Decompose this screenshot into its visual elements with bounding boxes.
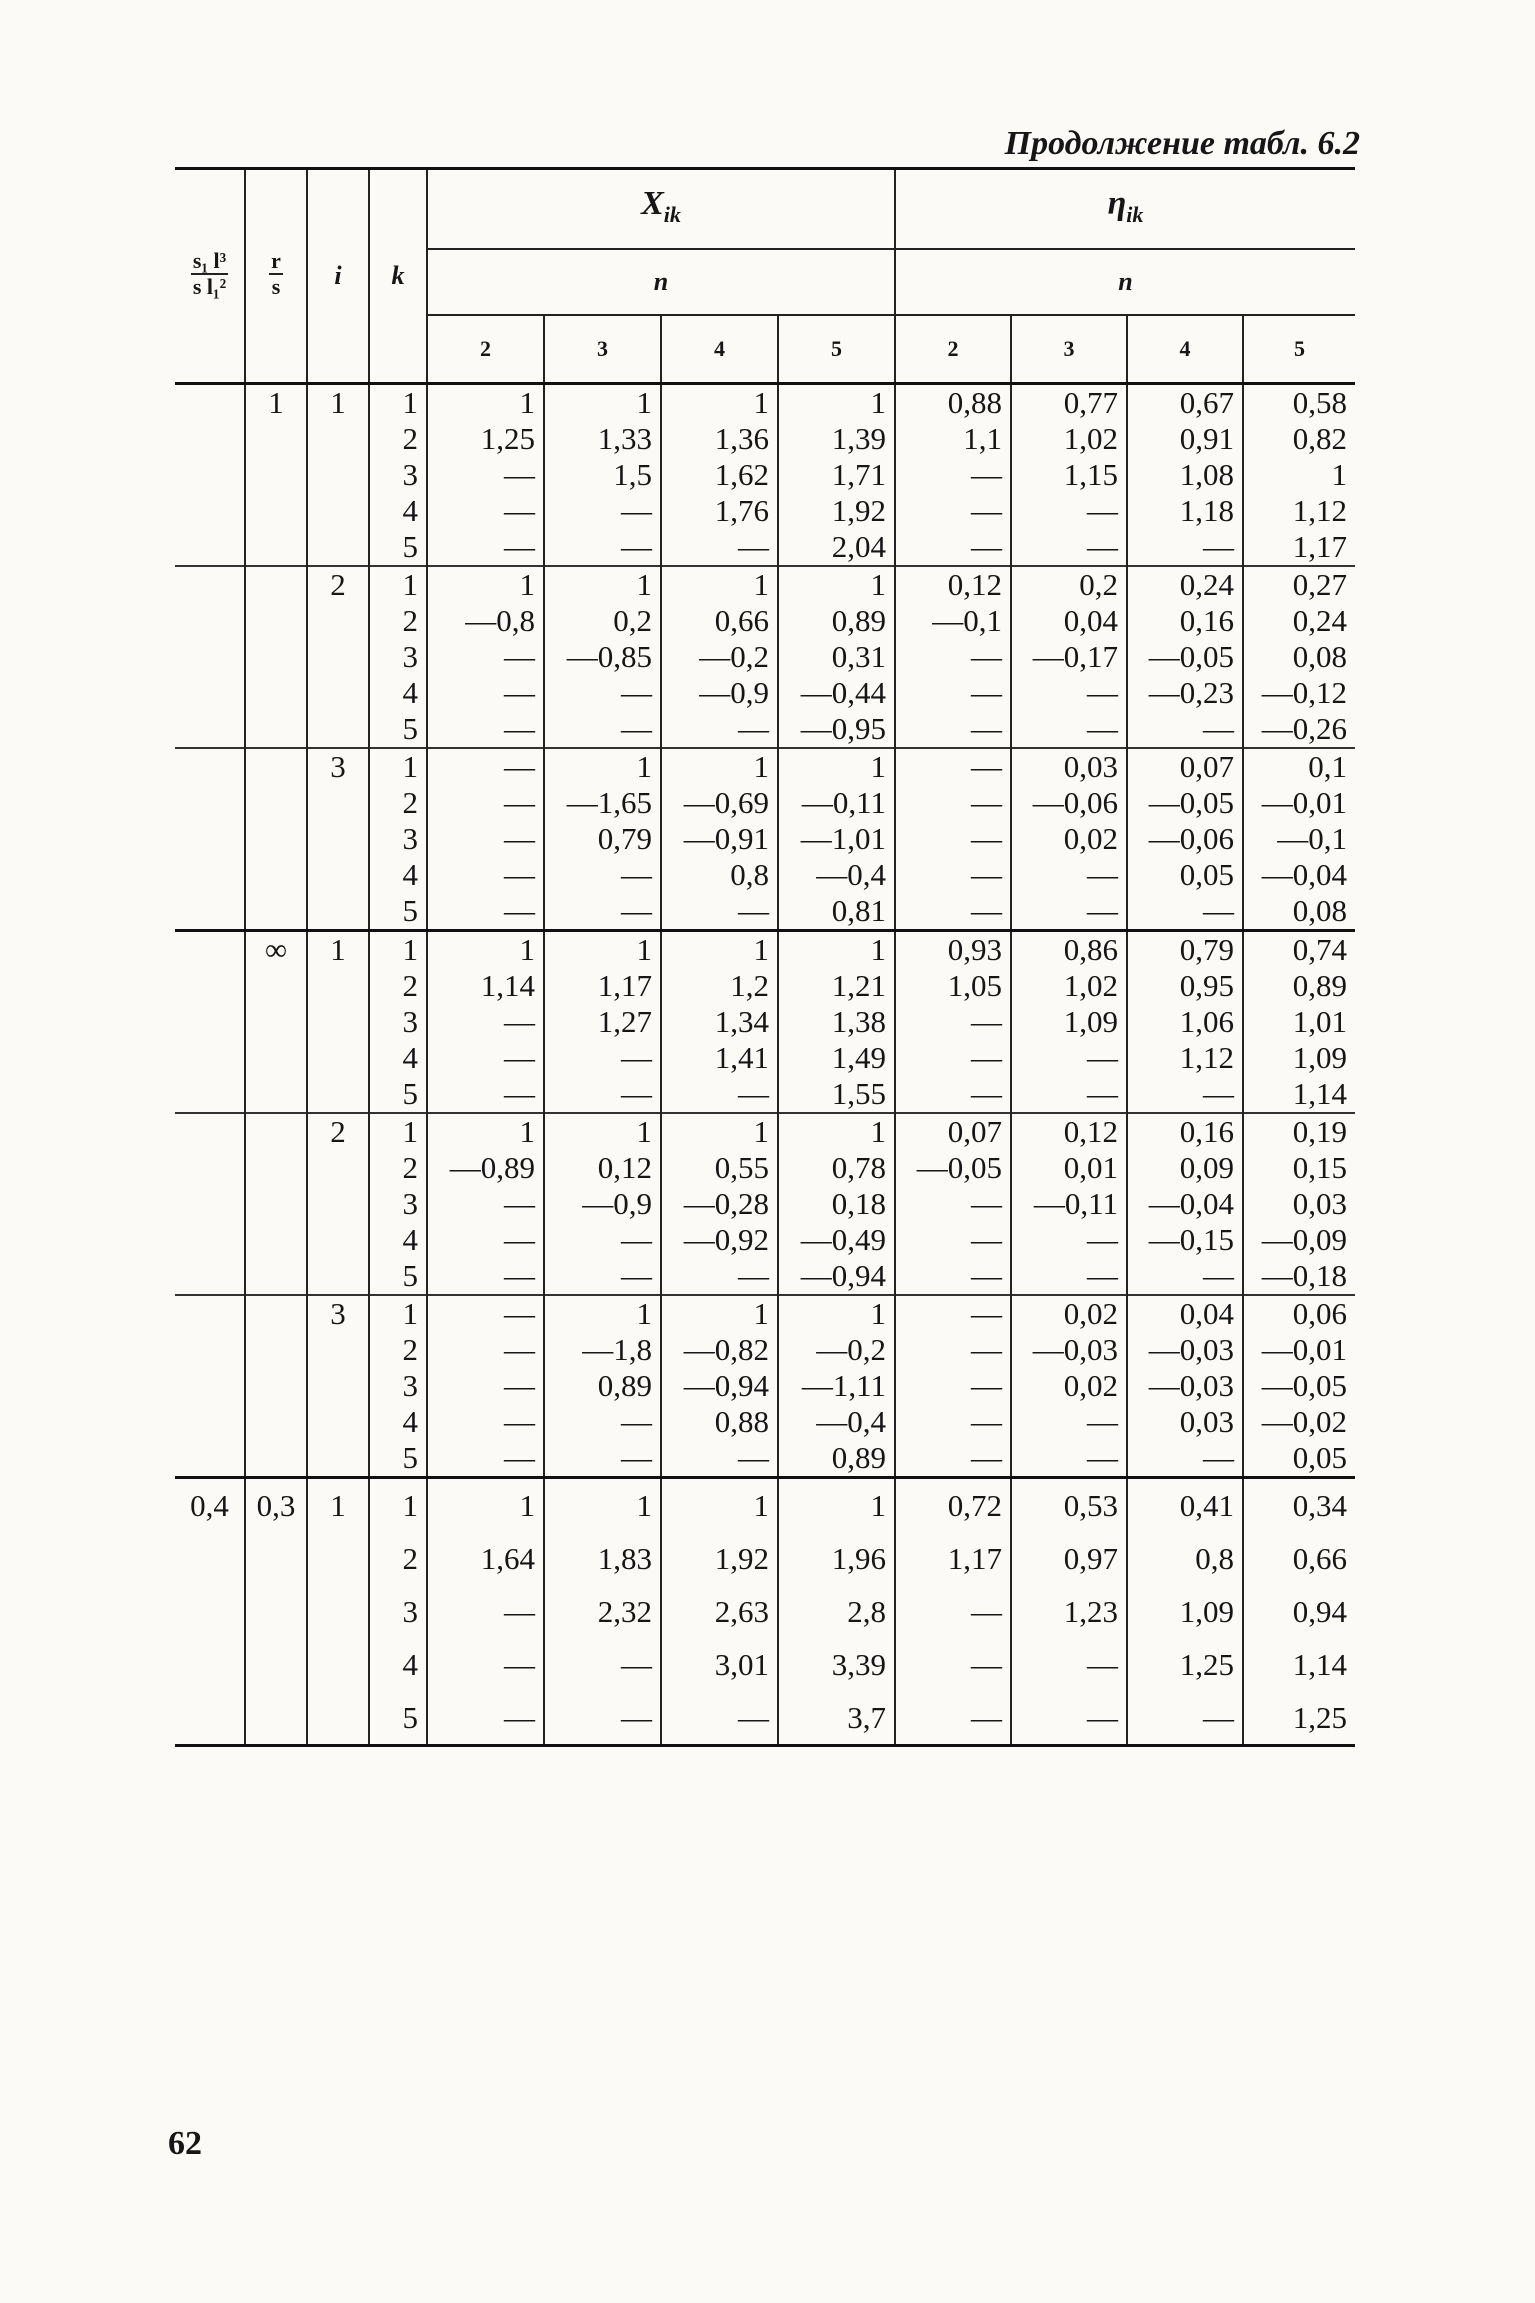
i-cell: 3	[307, 748, 369, 931]
k-cell: 1 2 3 4 5	[369, 384, 427, 567]
table-row	[175, 384, 1355, 567]
eta-value-cell: 0,06 —0,01 —0,05 —0,02 0,05	[1243, 1295, 1355, 1478]
stiffness-ratio-cell	[175, 384, 245, 567]
x-value-cell: 1 —0,11 —1,01 —0,4 0,81	[778, 748, 895, 931]
eta-value-cell: 0,67 0,91 1,08 1,18 —	[1127, 384, 1243, 567]
table-header	[175, 169, 1355, 384]
x-value-cell: 1 0,66 —0,2 —0,9 —	[661, 566, 778, 748]
x-value-cell: 1 1,64 — — —	[427, 1478, 544, 1746]
eta-value-cell: 0,12 —0,1 — — —	[895, 566, 1011, 748]
stiffness-ratio-cell	[175, 931, 245, 1114]
table-group	[175, 1478, 1355, 1746]
x-value-cell: — — — — —	[427, 1295, 544, 1478]
eta-value-cell: — — — — —	[895, 1295, 1011, 1478]
x-value-cell: 1 1,25 — — —	[427, 384, 544, 567]
i-cell: 1	[307, 931, 369, 1114]
header-n-value: 2	[895, 315, 1011, 384]
eta-value-cell: 0,2 0,04 —0,17 — —	[1011, 566, 1127, 748]
eta-value-cell: 0,27 0,24 0,08 —0,12 —0,26	[1243, 566, 1355, 748]
eta-value-cell: 0,04 —0,03 —0,03 0,03 —	[1127, 1295, 1243, 1478]
x-value-cell: 1 1,83 2,32 — —	[544, 1478, 661, 1746]
eta-value-cell: 0,74 0,89 1,01 1,09 1,14	[1243, 931, 1355, 1114]
eta-value-cell: 0,03 —0,06 0,02 — —	[1011, 748, 1127, 931]
x-value-cell: 1 0,12 —0,9 — —	[544, 1113, 661, 1295]
header-n-value: 5	[778, 315, 895, 384]
eta-value-cell: 0,07 —0,05 — — —	[895, 1113, 1011, 1295]
table-group	[175, 384, 1355, 567]
eta-value-cell: 0,12 0,01 —0,11 — —	[1011, 1113, 1127, 1295]
x-value-cell: 1 1,36 1,62 1,76 —	[661, 384, 778, 567]
eta-value-cell: 0,07 —0,05 —0,06 0,05 —	[1127, 748, 1243, 931]
table-caption: Продолжение табл. 6.2	[1004, 125, 1360, 162]
x-value-cell: 1 —0,2 —1,11 —0,4 0,89	[778, 1295, 895, 1478]
i-cell: 3	[307, 1295, 369, 1478]
x-value-cell: 1 0,2 —0,85 — —	[544, 566, 661, 748]
header-stiffness-ratio: $\frac{\text{s₁ l³}}{\text{s l₁²}}$	[175, 169, 245, 384]
table-group	[175, 1113, 1355, 1295]
header-i: i	[307, 169, 369, 384]
data-table	[175, 167, 1355, 1747]
stiffness-ratio-cell	[175, 1113, 245, 1295]
stiffness-ratio-cell	[175, 748, 245, 931]
eta-value-cell: 0,72 1,17 — — —	[895, 1478, 1011, 1746]
radius-ratio-cell	[245, 748, 307, 931]
radius-ratio-cell: 1	[245, 384, 307, 567]
k-cell: 1 2 3 4 5	[369, 1478, 427, 1746]
table-row	[175, 1113, 1355, 1295]
eta-value-cell: 0,34 0,66 0,94 1,14 1,25	[1243, 1478, 1355, 1746]
i-cell: 2	[307, 1113, 369, 1295]
table-group	[175, 566, 1355, 748]
radius-ratio-cell: ∞	[245, 931, 307, 1114]
stiffness-ratio-cell: 0,4	[190, 1488, 229, 1523]
x-value-cell: 1 0,78 0,18 —0,49 —0,94	[778, 1113, 895, 1295]
table-row	[175, 1295, 1355, 1478]
k-cell: 1 2 3 4 5	[369, 566, 427, 748]
k-cell: 1 2 3 4 5	[369, 1295, 427, 1478]
x-value-cell: 1 1,92 2,63 3,01 —	[661, 1478, 778, 1746]
header-k: k	[369, 169, 427, 384]
eta-value-cell: 0,79 0,95 1,06 1,12 —	[1127, 931, 1243, 1114]
radius-ratio-cell	[245, 1295, 307, 1478]
x-value-cell: — — — — —	[427, 748, 544, 931]
page-number: 62	[168, 2125, 202, 2162]
stiffness-ratio-cell	[175, 1295, 245, 1478]
eta-value-cell: 0,41 0,8 1,09 1,25 —	[1127, 1478, 1243, 1746]
eta-value-cell: 0,16 0,09 —0,04 —0,15 —	[1127, 1113, 1243, 1295]
k-cell: 1 2 3 4 5	[369, 748, 427, 931]
header-n-value: 4	[1127, 315, 1243, 384]
header-n-value: 4	[661, 315, 778, 384]
x-value-cell: 1 1,39 1,71 1,92 2,04	[778, 384, 895, 567]
x-value-cell: 1 —0,82 —0,94 0,88 —	[661, 1295, 778, 1478]
header-n-value: 2	[427, 315, 544, 384]
header-radius-ratio: $\frac{r}{s}$	[245, 169, 307, 384]
x-value-cell: 1 1,33 1,5 — —	[544, 384, 661, 567]
k-cell: 1 2 3 4 5	[369, 1113, 427, 1295]
table-group	[175, 931, 1355, 1114]
table-row	[175, 1478, 1355, 1746]
eta-value-cell: 0,53 0,97 1,23 — —	[1011, 1478, 1127, 1746]
eta-value-cell: 0,93 1,05 — — —	[895, 931, 1011, 1114]
eta-value-cell: — — — — —	[895, 748, 1011, 931]
table-row	[175, 566, 1355, 748]
table-row	[175, 748, 1355, 931]
x-value-cell: 1 1,2 1,34 1,41 —	[661, 931, 778, 1114]
i-cell: 2	[307, 566, 369, 748]
header-n-x: n	[427, 249, 895, 315]
header-n-value: 5	[1243, 315, 1355, 384]
x-value-cell: 1 0,89 0,31 —0,44 —0,95	[778, 566, 895, 748]
x-value-cell: 1 —1,65 0,79 — —	[544, 748, 661, 931]
eta-value-cell: 0,77 1,02 1,15 — —	[1011, 384, 1127, 567]
header-eta-ik: $\eta_{ik}$	[895, 169, 1355, 250]
x-value-cell: 1 1,17 1,27 — —	[544, 931, 661, 1114]
table-group	[175, 748, 1355, 931]
eta-value-cell: 0,1 —0,01 —0,1 —0,04 0,08	[1243, 748, 1355, 931]
eta-value-cell: 0,19 0,15 0,03 —0,09 —0,18	[1243, 1113, 1355, 1295]
header-n-eta: n	[895, 249, 1355, 315]
header-n-value: 3	[544, 315, 661, 384]
i-cell: 1	[307, 384, 369, 567]
k-cell: 1 2 3 4 5	[369, 931, 427, 1114]
i-cell: 1	[307, 1478, 369, 1746]
eta-value-cell: 0,58 0,82 1 1,12 1,17	[1243, 384, 1355, 567]
radius-ratio-cell	[245, 1113, 307, 1295]
eta-value-cell: 0,86 1,02 1,09 — —	[1011, 931, 1127, 1114]
x-value-cell: 1 1,14 — — —	[427, 931, 544, 1114]
eta-value-cell: 0,88 1,1 — — —	[895, 384, 1011, 567]
x-value-cell: 1 1,21 1,38 1,49 1,55	[778, 931, 895, 1114]
header-x-ik: $X_{ik}$	[427, 169, 895, 250]
eta-value-cell: 0,02 —0,03 0,02 — —	[1011, 1295, 1127, 1478]
x-value-cell: 1 1,96 2,8 3,39 3,7	[778, 1478, 895, 1746]
stiffness-ratio-cell	[175, 566, 245, 748]
x-value-cell: 1 —0,69 —0,91 0,8 —	[661, 748, 778, 931]
radius-ratio-cell: 0,3	[245, 1478, 307, 1746]
x-value-cell: 1 0,55 —0,28 —0,92 —	[661, 1113, 778, 1295]
table-row	[175, 931, 1355, 1114]
x-value-cell: 1 —1,8 0,89 — —	[544, 1295, 661, 1478]
x-value-cell: 1 —0,8 — — —	[427, 566, 544, 748]
table-group	[175, 1295, 1355, 1478]
header-n-value: 3	[1011, 315, 1127, 384]
radius-ratio-cell	[245, 566, 307, 748]
eta-value-cell: 0,24 0,16 —0,05 —0,23 —	[1127, 566, 1243, 748]
x-value-cell: 1 —0,89 — — —	[427, 1113, 544, 1295]
